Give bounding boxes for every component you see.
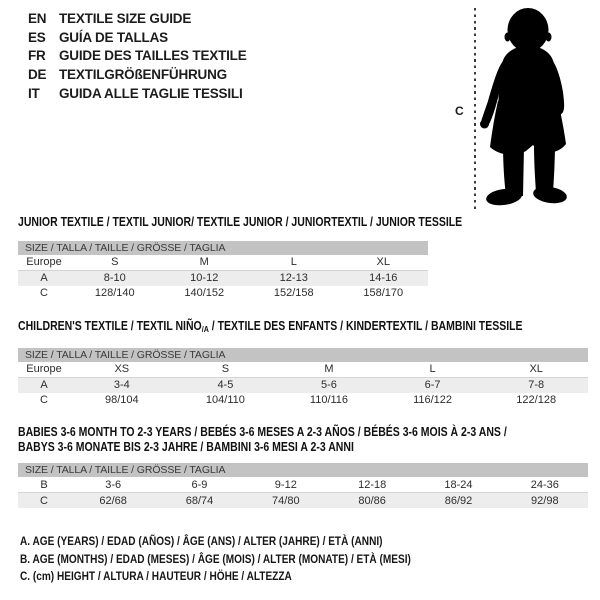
table-cell: S [111, 256, 119, 268]
language-row [28, 66, 247, 85]
title-text: / TEXTILE DES ENFANTS / KINDERTEXTIL / BAMBINI TESSILE [208, 319, 523, 333]
table-cell: 18-24 [444, 478, 473, 491]
size-header-row [18, 463, 588, 477]
table-cell: L [290, 256, 297, 268]
title-text: BABYS 3-6 MONATE BIS 2-3 JAHRE / BAMBINI 3-6 MESI A 2-3 ANNI [18, 439, 354, 454]
table-cell: 110/116 [309, 394, 349, 406]
table-cell: 3-4 [70, 377, 174, 393]
size-table-row [18, 493, 588, 509]
size-table-row [18, 477, 588, 493]
row-label-cell: Europe [26, 256, 62, 268]
size-table-row [18, 393, 588, 408]
language-label: GUIDA ALLE TAGLIE TESSILI [59, 85, 243, 101]
table-cell: 3-6 [105, 478, 122, 491]
table-cell: 152/158 [273, 287, 314, 299]
section-title-line [18, 215, 462, 230]
language-row [28, 47, 247, 66]
size-table-row [18, 286, 428, 301]
size-header-row [18, 241, 428, 255]
size-table-row [18, 255, 428, 271]
table-cell: 80/86 [329, 493, 415, 509]
language-code: EN [28, 11, 47, 26]
table-cell: 116/122 [413, 394, 453, 406]
section-title [18, 319, 600, 337]
table-cell: L [429, 363, 436, 375]
table-cell: S [221, 363, 230, 375]
table-cell: XS [114, 363, 130, 375]
table-cell: 62/68 [70, 493, 156, 509]
section-title-line [18, 319, 523, 337]
size-header-row [18, 348, 588, 362]
junior-size-table [18, 241, 428, 301]
row-label-cell: B [40, 478, 48, 491]
legend-line: C. (cm) HEIGHT / ALTURA / HAUTEUR / HÖHE / ALTEZZA [20, 569, 292, 584]
table-cell: 10-12 [160, 270, 250, 286]
size-table-row [18, 270, 428, 286]
legend-line: B. AGE (MONTHS) / EDAD (MESES) / ÂGE (MOIS) / ALTER (MONATE) / ETÀ (MESI) [20, 551, 411, 566]
height-c-label: C [455, 104, 464, 118]
section-children-textile [18, 319, 600, 408]
language-row [28, 85, 247, 104]
table-cell: 98/104 [104, 394, 139, 406]
table-cell: 74/80 [243, 493, 329, 509]
size-header-cell: SIZE / TALLA / TAILLE / GRÖSSE / TAGLIA [18, 348, 588, 362]
legend-line: A. AGE (YEARS) / EDAD (AÑOS) / ÂGE (ANS) / ALTER (JAHRE) / ETÀ (ANNI) [20, 534, 383, 548]
row-label-cell: Europe [26, 363, 62, 375]
language-label: TEXTILGRÖßENFÜHRUNG [59, 67, 227, 83]
table-cell: 9-12 [274, 478, 297, 491]
table-cell: M [199, 256, 209, 268]
title-text: /A [201, 324, 209, 334]
table-cell: 92/98 [502, 493, 588, 509]
table-cell: 104/110 [205, 394, 245, 406]
table-cell: 7-8 [484, 377, 588, 393]
size-header-cell: SIZE / TALLA / TAILLE / GRÖSSE / TAGLIA [18, 463, 588, 477]
children-size-table [18, 348, 588, 408]
table-cell: 8-10 [70, 270, 160, 286]
row-label-cell: A [18, 270, 70, 286]
section-title-line [18, 440, 507, 455]
size-header-cell: SIZE / TALLA / TAILLE / GRÖSSE / TAGLIA [18, 241, 428, 255]
title-text: JUNIOR TEXTILE / TEXTIL JUNIOR/ TEXTILE JUNIOR / JUNIORTEXTIL / JUNIOR TESSILE [18, 215, 463, 229]
row-label-cell: A [18, 377, 70, 393]
title-text: BABIES 3-6 MONTH TO 2-3 YEARS / BEBÉS 3-6 MESES A 2-3 AÑOS / BÉBÉS 3-6 MOIS À 2-3 ANS / [18, 425, 507, 439]
babies-size-table [18, 463, 588, 508]
size-table-row [18, 377, 588, 393]
language-row [28, 29, 247, 48]
table-cell: 24-36 [530, 478, 559, 491]
baby-silhouette-icon [478, 6, 578, 211]
section-babies-textile [18, 425, 600, 508]
language-code: FR [28, 48, 46, 64]
table-cell: 12-18 [358, 478, 387, 491]
language-code: ES [28, 29, 46, 45]
table-cell: 122/128 [516, 394, 557, 406]
table-cell: 4-5 [174, 377, 278, 393]
table-cell: 158/170 [363, 287, 404, 299]
language-label: GUIDE DES TAILLES TEXTILE [59, 48, 247, 64]
row-label-cell: C [18, 493, 70, 509]
table-cell: 12-13 [249, 270, 339, 286]
language-label: TEXTILE SIZE GUIDE [59, 11, 192, 26]
height-measure-dotted-line [474, 8, 476, 210]
size-table-row [18, 362, 588, 378]
section-title-line [18, 425, 507, 440]
table-cell: XL [376, 256, 390, 268]
language-title-list [28, 10, 247, 104]
table-cell: 14-16 [339, 270, 429, 286]
row-label-cell: C [40, 287, 48, 299]
row-label-cell: C [40, 394, 48, 406]
table-cell: 86/92 [415, 493, 501, 509]
section-title [18, 425, 600, 454]
language-row [28, 10, 247, 29]
table-cell: 5-6 [277, 377, 381, 393]
table-cell: 140/152 [184, 287, 225, 299]
language-code: IT [28, 85, 40, 101]
table-cell: XL [529, 363, 543, 375]
section-junior-textile [18, 215, 547, 301]
table-cell: 6-9 [191, 478, 208, 491]
table-cell: 6-7 [381, 377, 485, 393]
table-cell: M [324, 363, 334, 375]
legend [20, 533, 485, 586]
language-label: GUÍA DE TALLAS [59, 29, 168, 45]
table-cell: 68/74 [156, 493, 242, 509]
table-cell: 128/140 [94, 287, 135, 299]
section-title [18, 215, 547, 230]
title-text: CHILDREN'S TEXTILE / TEXTIL NIÑO [18, 319, 202, 333]
language-code: DE [28, 67, 47, 83]
